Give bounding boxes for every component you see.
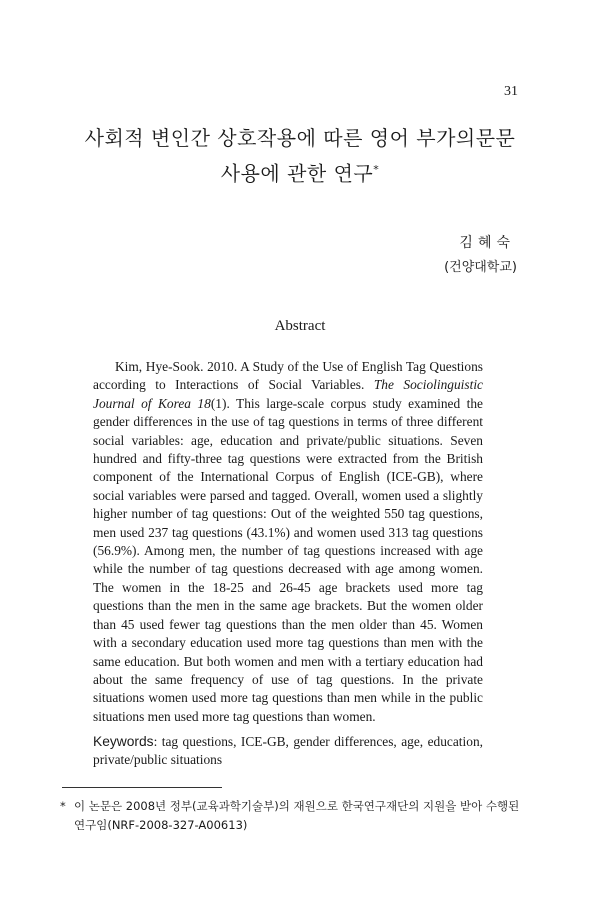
footnote-divider bbox=[62, 787, 222, 788]
abstract-body bbox=[93, 358, 483, 726]
paper-title bbox=[60, 122, 540, 190]
author-affiliation: (건양대학교) bbox=[444, 260, 517, 275]
abstract-heading: Abstract bbox=[274, 318, 326, 334]
footnote bbox=[60, 797, 540, 835]
keywords-text: : tag questions, ICE-GB, gender differences, age, education, private/public situations bbox=[93, 734, 483, 768]
abstract-journal: The Sociolinguistic Journal of Korea 18 bbox=[93, 377, 483, 411]
keywords bbox=[93, 733, 483, 770]
title-line-1: 사회적 변인간 상호작용에 따른 영어 부가의문문 bbox=[84, 126, 516, 150]
abstract-citation: Kim, Hye-Sook. 2010. A Study of the Use of English Tag Questions according to Interactions of Social Variables. bbox=[93, 359, 483, 393]
footnote-line-2: 연구임(NRF-2008-327-A00613) bbox=[74, 818, 248, 832]
title-line-2: 사용에 관한 연구 bbox=[220, 161, 374, 186]
footnote-line-1: 이 논문은 2008년 정부(교육과학기술부)의 재원으로 한국연구재단의 지원을 받아 수행된 bbox=[74, 799, 520, 813]
page-number: 31 bbox=[504, 84, 518, 99]
author-name: 김혜숙 bbox=[459, 235, 515, 251]
abstract-text: This large-scale corpus study examined the gender differences in the use of tag questions in terms of three different social variables: age, education and private/public situations. Seven hundred and fifty-three tag questions were extracted from the British component of the International Corpus of English (ICE-GB), where social variables were parsed and tagged. Overall, women used a slightly higher number of tag questions: Out of the weighted 550 tag questions, men used 237 tag questions (43.1%) and women used 313 tag questions (56.9%). Among men, the number of tag questions increased with age while the number of tag questions decreased with age among women. The women in the 18-25 and 26-45 age brackets used more tag questions than the men in the same age brackets. But the women older than 45 used fewer tag questions than the men older than 45. Women with a secondary education used more tag questions than men with the same education. But both women and men with a tertiary education had about the same frequency of use of tag questions. In the private situations women used more tag questions than men while in the public situations men used more tag questions than women. bbox=[93, 395, 483, 724]
abstract-citation-issue: (1). bbox=[210, 395, 237, 411]
keywords-label: Keywords bbox=[93, 734, 154, 749]
title-line-2-wrap bbox=[60, 154, 540, 190]
footnote-marker: * bbox=[60, 799, 66, 813]
title-footnote-marker: * bbox=[373, 163, 380, 176]
